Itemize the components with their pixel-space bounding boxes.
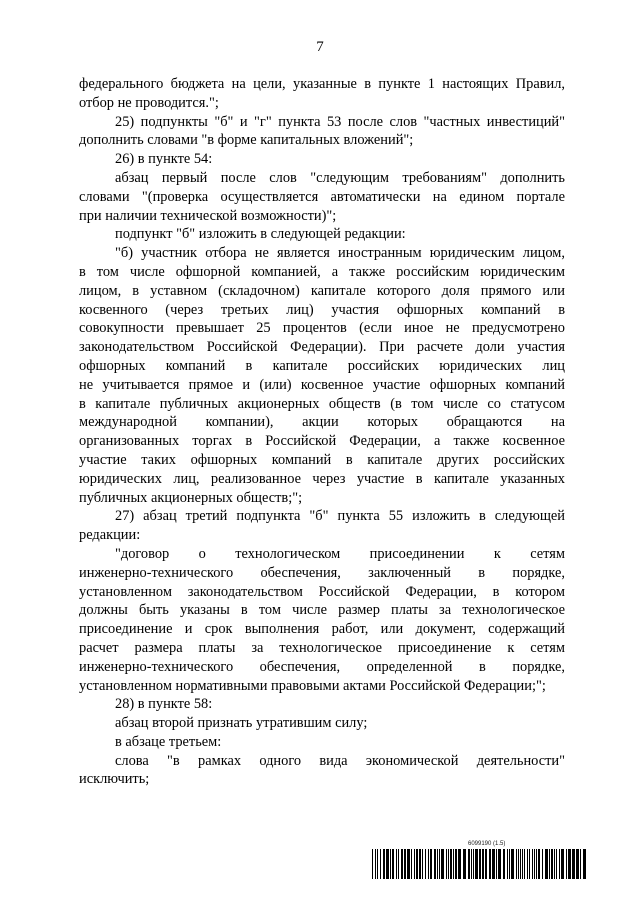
text-line: законодательством Российской Федерации). При расчете доли участия	[79, 339, 565, 356]
text-line: инженерно-технического обеспечения, заключенный в порядке,	[79, 564, 565, 581]
text-line: федерального бюджета на цели, указанные в пункте 1 настоящих Правил,	[79, 76, 565, 92]
text-line: публичных акционерных обществ;";	[79, 489, 303, 506]
text-line: присоединение и срок выполнения работ, или документ, содержащий	[79, 621, 565, 638]
text-line: инженерно-технического обеспечения, определенной в порядке,	[79, 658, 565, 675]
text-line: "б) участник отбора не является иностранным юридическим лицом,	[115, 245, 565, 262]
text-line: лицом, в уставном (складочном) капитале которого доля прямого или	[79, 282, 565, 299]
document-body	[79, 75, 565, 789]
text-line: "договор о технологическом присоединении к сетям	[115, 545, 565, 562]
page-number: 7	[316, 39, 324, 55]
text-line: офшорных компаний в капитале российских юридических лиц	[79, 357, 565, 374]
text-line: организованных торгах в Российской Федерации, а также косвенное	[79, 433, 565, 450]
text-line: установленном законодательством Российской Федерации, в котором	[79, 583, 565, 600]
text-line: исключить;	[79, 771, 150, 788]
text-line: в том числе офшорной компанией, а также российским юридическим	[79, 263, 565, 280]
text-line: слова "в рамках одного вида экономической деятельности"	[115, 752, 565, 769]
text-line: 26) в пункте 54:	[115, 151, 213, 168]
text-line: расчет размера платы за технологическое присоединение к сетям	[79, 639, 565, 656]
text-line: не учитывается прямое и (или) косвенное участие офшорных компаний	[79, 376, 565, 393]
barcode-caption: 6099190 (1.5)	[468, 841, 506, 847]
text-line: 28) в пункте 58:	[115, 696, 213, 713]
text-line: совокупности превышает 25 процентов (если иное не предусмотрено	[79, 320, 565, 337]
text-line: отбор не проводится.";	[79, 94, 219, 111]
text-line: юридических лиц, реализованное через участие в капитале указанных	[79, 470, 565, 487]
barcode-block	[372, 841, 590, 881]
text-line: косвенного (через третьих лиц) участия офшорных компаний в	[79, 301, 565, 318]
text-line: должны быть указаны в том числе размер платы за технологическое	[79, 602, 565, 619]
text-line: установленном нормативными правовыми актами Российской Федерации;";	[79, 677, 546, 694]
text-line: абзац второй признать утратившим силу;	[115, 715, 368, 732]
text-line: редакции:	[79, 527, 141, 544]
text-line: подпункт "б" изложить в следующей редакции:	[115, 226, 406, 243]
text-line: при наличии технической возможности)";	[79, 207, 337, 224]
text-line: участие таких офшорных компаний в капитале других российских	[79, 451, 565, 468]
text-line: 25) подпункты "б" и "г" пункта 53 после слов "частных инвестиций"	[115, 113, 565, 130]
text-line: в капитале публичных акционерных обществ (в том числе со статусом	[79, 395, 565, 412]
text-line: словами "(проверка осуществляется автоматически на едином портале	[79, 188, 565, 205]
text-line: дополнить словами "в форме капитальных вложений";	[79, 132, 414, 149]
text-line: международной компании), акции которых обращаются на	[79, 414, 565, 431]
text-line: 27) абзац третий подпункта "б" пункта 55 изложить в следующей	[115, 508, 565, 525]
barcode-image	[372, 849, 590, 879]
text-line: в абзаце третьем:	[115, 733, 222, 750]
text-line: абзац первый после слов "следующим требованиям" дополнить	[115, 169, 565, 186]
